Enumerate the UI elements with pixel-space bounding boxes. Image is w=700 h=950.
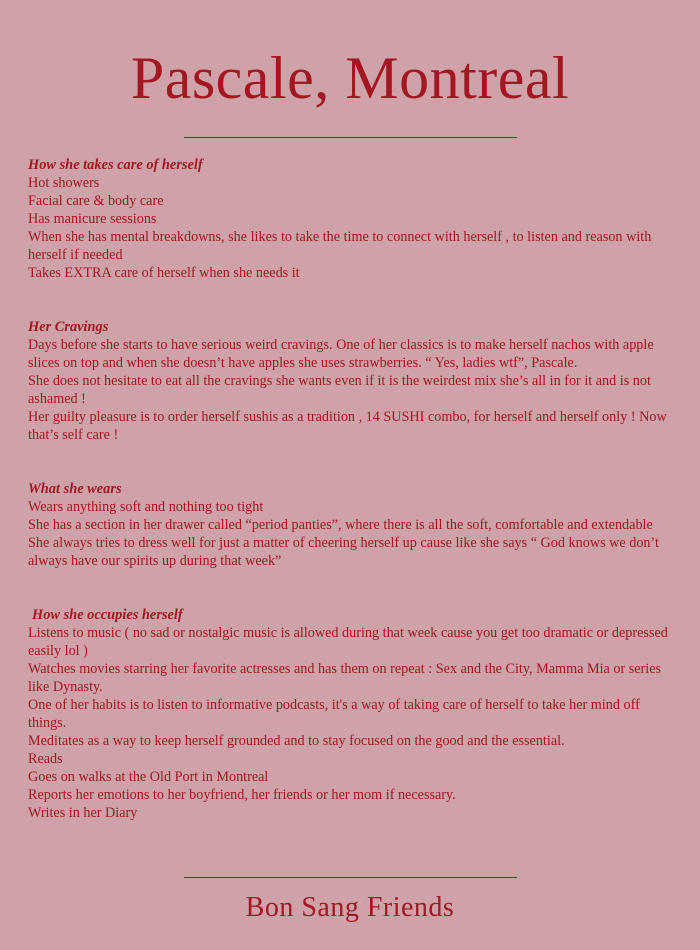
list-item: Meditates as a way to keep herself grounded and to stay focused on the good and the essential. [28, 733, 565, 749]
list-item: Has manicure sessions [28, 211, 157, 227]
section-what-she-wears [28, 480, 673, 570]
bottom-divider [184, 877, 517, 878]
list-item: She always tries to dress well for just a matter of cheering herself up cause like she says “ God knows we don’t always have our spirits up during that week” [28, 535, 659, 569]
list-item: Hot showers [28, 175, 100, 191]
list-item: Wears anything soft and nothing too tight [28, 499, 264, 515]
page-title: Pascale, Montreal [130, 45, 570, 111]
top-divider [184, 137, 517, 138]
section-occupies-herself [28, 606, 673, 822]
paragraph: Days before she starts to have serious weird cravings. One of her classics is to make herself nachos with apple slices on top and when she doesn’t have apples she uses strawberries. “ Yes, ladies wtf”, Pascale. [28, 337, 654, 371]
list-item: Facial care & body care [28, 193, 164, 209]
list-item: One of her habits is to listen to informative podcasts, it's a way of taking care of herself to take her mind off things. [28, 697, 640, 731]
list-item: Reads [28, 751, 63, 767]
list-item: Writes in her Diary [28, 805, 138, 821]
section-heading: What she wears [28, 481, 122, 497]
list-item: Reports her emotions to her boyfriend, her friends or her mom if necessary. [28, 787, 456, 803]
section-heading: How she occupies herself [32, 607, 183, 623]
section-heading: How she takes care of herself [28, 157, 203, 173]
list-item: Takes EXTRA care of herself when she needs it [28, 265, 300, 281]
list-item: Goes on walks at the Old Port in Montreal [28, 769, 269, 785]
list-item: She has a section in her drawer called “period panties”, where there is all the soft, comfortable and extendable [28, 517, 653, 533]
paragraph: She does not hesitate to eat all the cravings she wants even if it is the weirdest mix she’s all in for it and is not ashamed ! [28, 373, 651, 407]
footer-brand: Bon Sang Friends [245, 892, 455, 923]
list-item: Listens to music ( no sad or nostalgic music is allowed during that week cause you get too dramatic or depressed easily lol ) [28, 625, 668, 659]
section-cravings [28, 318, 673, 444]
paragraph: Her guilty pleasure is to order herself sushis as a tradition , 14 SUSHI combo, for herself and herself only ! Now that’s self care ! [28, 409, 667, 443]
section-self-care [28, 156, 673, 282]
list-item: When she has mental breakdowns, she likes to take the time to connect with herself , to listen and reason with herself if needed [28, 229, 652, 263]
list-item: Watches movies starring her favorite actresses and has them on repeat : Sex and the City, Mamma Mia or series like Dynasty. [28, 661, 662, 695]
section-heading: Her Cravings [28, 319, 109, 335]
